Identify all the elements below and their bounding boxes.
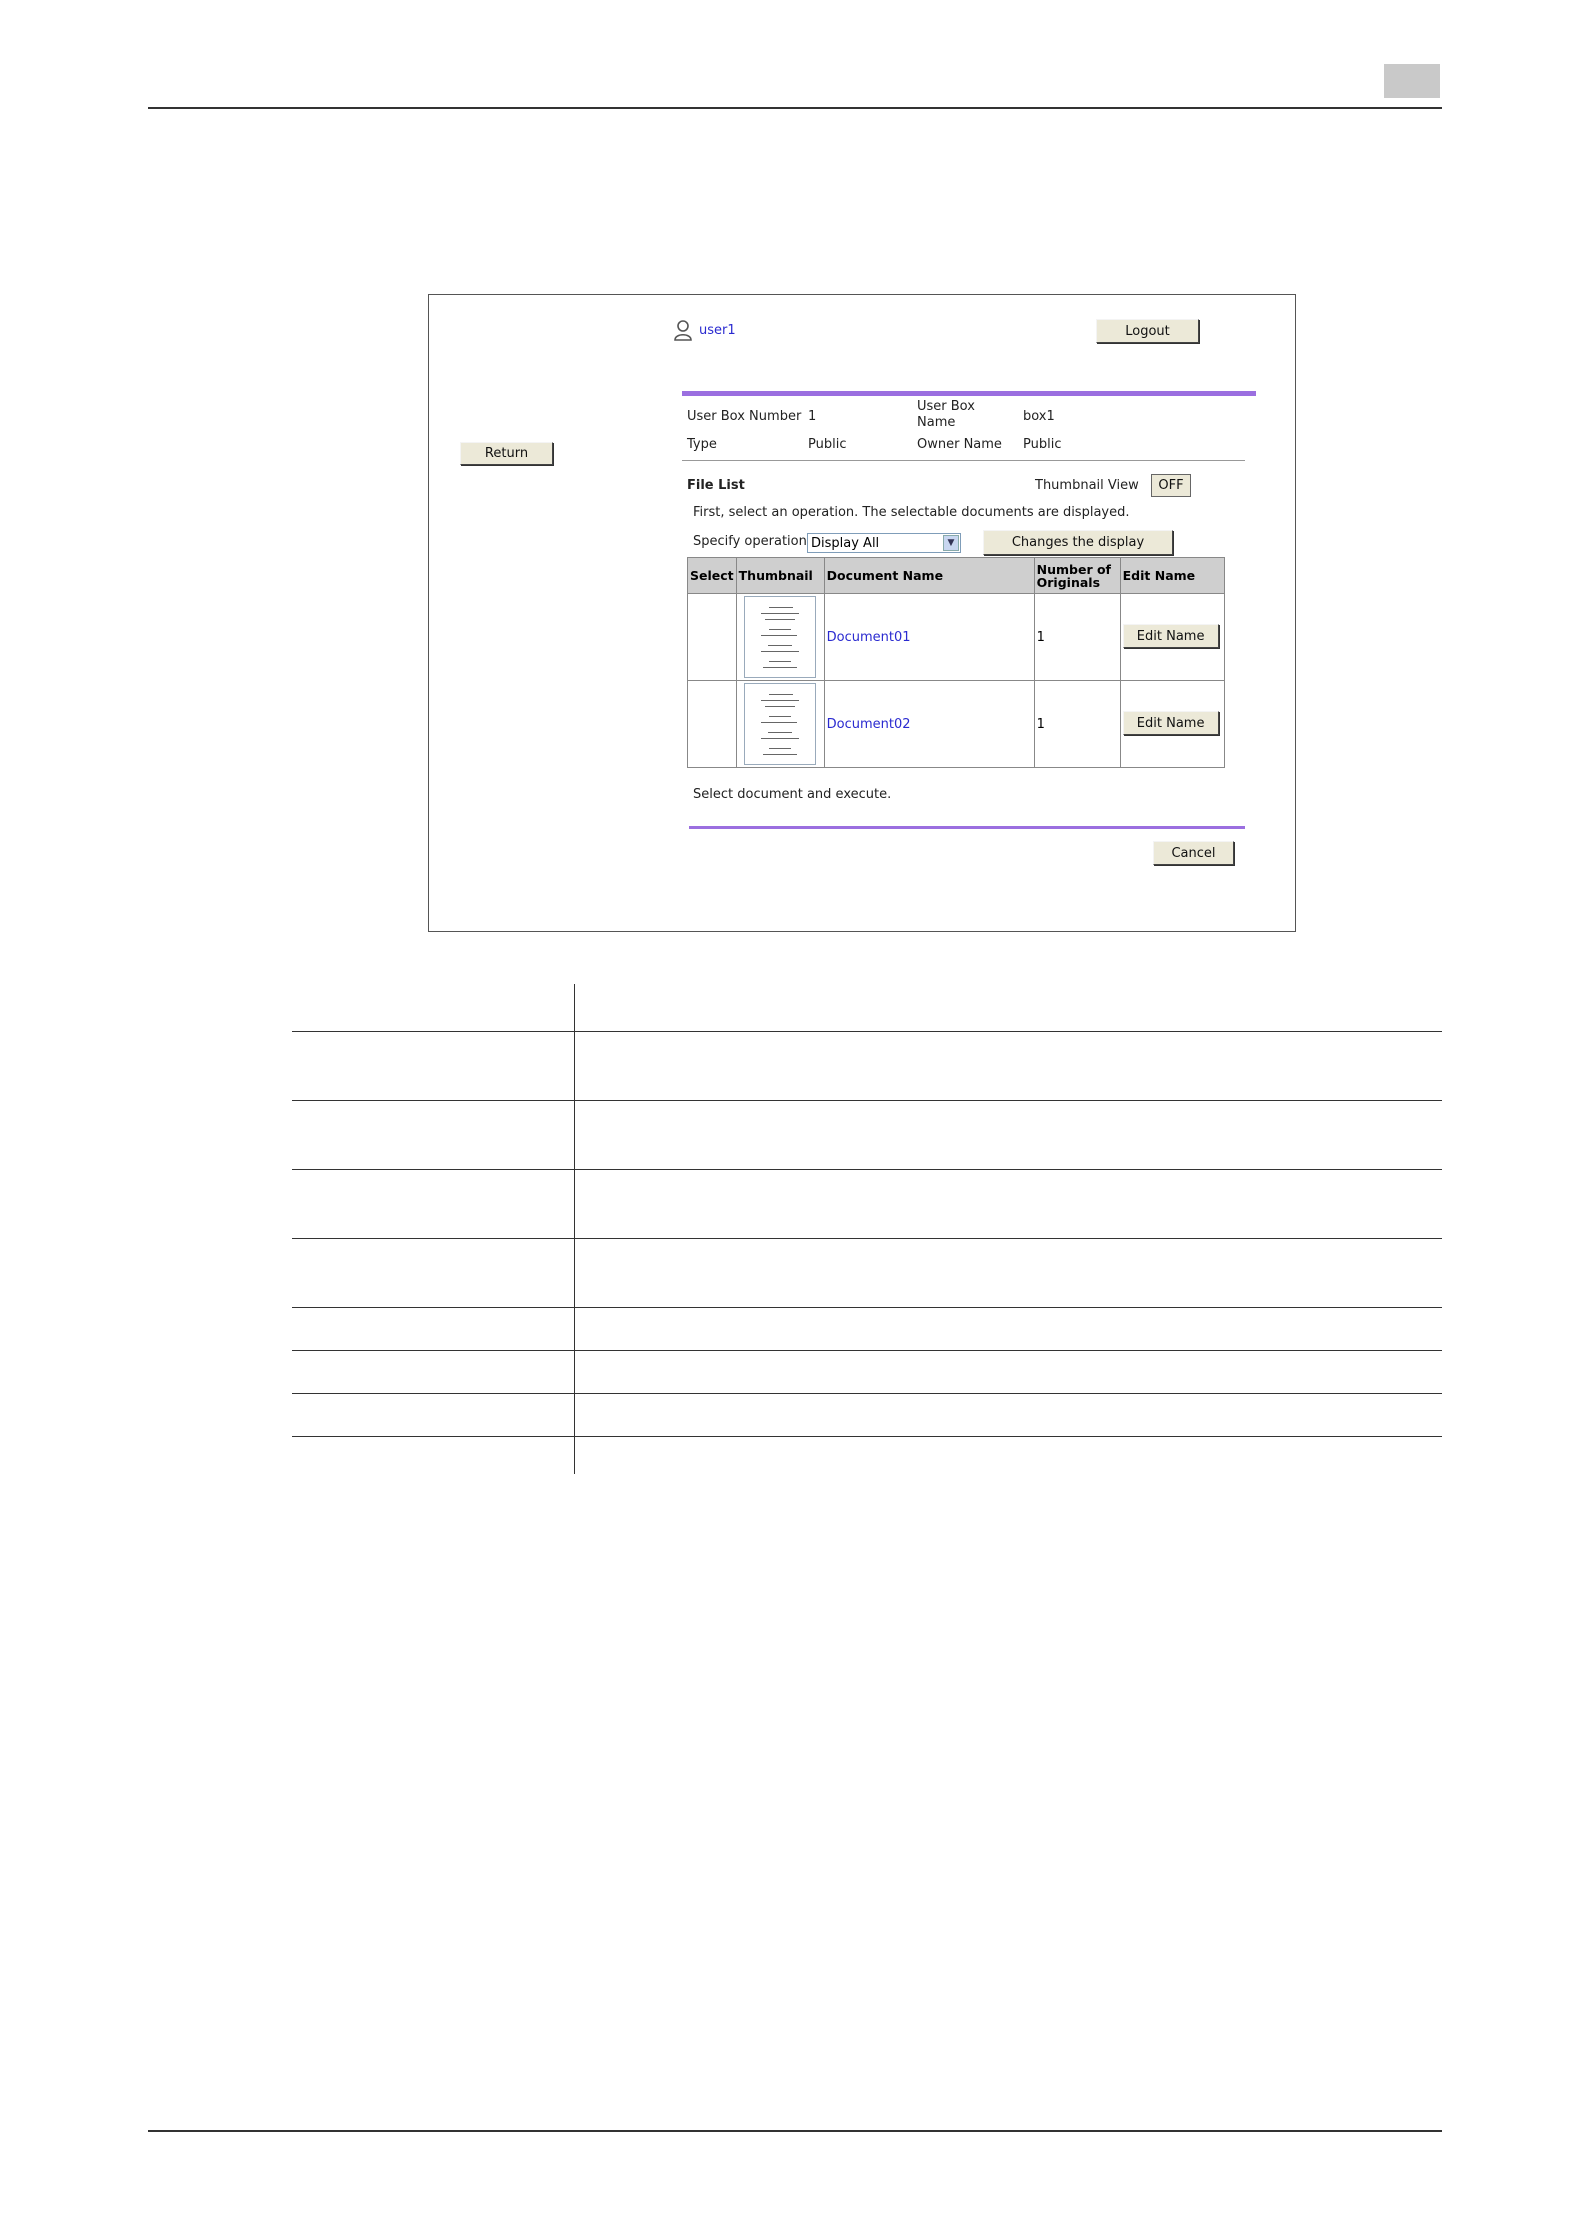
description-table-row-line <box>292 1436 1442 1437</box>
description-table-row-line <box>292 1169 1442 1170</box>
document-thumbnail[interactable] <box>744 596 816 678</box>
return-button[interactable]: Return <box>460 442 553 465</box>
originals-cell: 1 <box>1034 594 1120 681</box>
file-list-title: File List <box>687 478 745 493</box>
col-document-name: Document Name <box>824 558 1034 594</box>
footer-instruction: Select document and execute. <box>693 787 892 802</box>
box-name-label-line1: User Box <box>917 399 975 414</box>
user-icon <box>673 319 693 345</box>
document-name-cell <box>824 681 1034 768</box>
specify-operation-value: Display All <box>811 535 880 551</box>
owner-value: Public <box>1023 437 1062 452</box>
type-value: Public <box>808 437 847 452</box>
logout-button[interactable]: Logout <box>1096 319 1199 343</box>
header-rule <box>148 107 1442 109</box>
footer-rule <box>148 2130 1442 2132</box>
top-accent-bar <box>682 391 1256 396</box>
owner-label: Owner Name <box>917 437 1002 452</box>
table-row <box>688 594 1225 681</box>
description-table-divider <box>574 984 575 1474</box>
box-number-value: 1 <box>808 409 817 424</box>
info-divider <box>682 460 1245 461</box>
screenshot-frame <box>428 294 1296 932</box>
box-number-label: User Box Number <box>687 409 802 424</box>
table-row <box>688 681 1225 768</box>
box-name-label-line2: Name <box>917 415 956 430</box>
col-number-of-originals: Number of Originals <box>1034 558 1120 594</box>
edit-name-cell <box>1120 594 1224 681</box>
box-name-value: box1 <box>1023 409 1055 424</box>
change-display-button[interactable]: Changes the display <box>983 530 1173 555</box>
document-table <box>687 557 1225 768</box>
page-tab-marker <box>1384 64 1440 98</box>
description-table-row-line <box>292 1238 1442 1239</box>
cancel-button[interactable]: Cancel <box>1153 841 1234 865</box>
table-header-row <box>688 558 1225 594</box>
document-link[interactable]: Document02 <box>826 716 911 732</box>
description-table-row-line <box>292 1031 1442 1032</box>
thumbnail-view-label: Thumbnail View <box>1035 478 1139 493</box>
thumbnail-cell <box>736 594 824 681</box>
edit-name-cell <box>1120 681 1224 768</box>
document-thumbnail[interactable] <box>744 683 816 765</box>
originals-cell: 1 <box>1034 681 1120 768</box>
specify-operation-select[interactable] <box>807 533 961 553</box>
edit-name-button[interactable]: Edit Name <box>1123 624 1219 648</box>
description-table-row-line <box>292 1393 1442 1394</box>
bottom-accent-bar <box>689 826 1245 829</box>
specify-operation-label: Specify operation <box>693 534 807 549</box>
user-name-link[interactable]: user1 <box>699 323 736 338</box>
description-table-row-line <box>292 1350 1442 1351</box>
description-table-row-line <box>292 1100 1442 1101</box>
type-label: Type <box>687 437 717 452</box>
document-name-cell <box>824 594 1034 681</box>
document-link[interactable]: Document01 <box>826 629 911 645</box>
chevron-down-icon[interactable]: ▼ <box>943 535 959 551</box>
thumbnail-toggle-off[interactable]: OFF <box>1151 474 1191 497</box>
col-thumbnail: Thumbnail <box>736 558 824 594</box>
thumbnail-cell <box>736 681 824 768</box>
description-table-row-line <box>292 1307 1442 1308</box>
col-select: Select <box>688 558 737 594</box>
select-cell[interactable] <box>688 594 737 681</box>
edit-name-button[interactable]: Edit Name <box>1123 711 1219 735</box>
col-edit-name: Edit Name <box>1120 558 1224 594</box>
operation-instruction: First, select an operation. The selectable documents are displayed. <box>693 505 1130 520</box>
select-cell[interactable] <box>688 681 737 768</box>
